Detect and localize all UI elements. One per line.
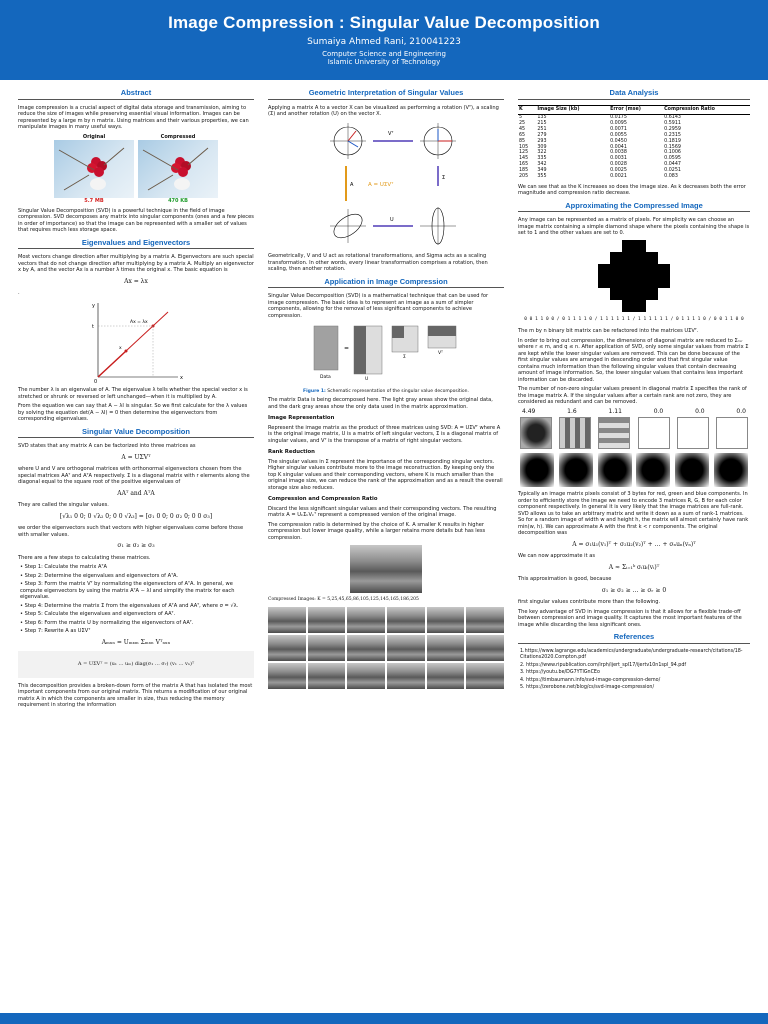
table-cell: 0.0251 — [664, 168, 681, 174]
original-label: Original — [82, 133, 106, 140]
original-figure — [54, 134, 134, 205]
label-data: Data — [320, 375, 331, 380]
table-cell: 293 — [537, 138, 547, 144]
table-cell: 355 — [537, 174, 547, 180]
table-cell: 0.2315 — [664, 132, 681, 138]
table-cell: 145 — [519, 156, 529, 162]
berries-illustration — [138, 140, 218, 198]
geo-text-2: Geometrically, V and U act as rotational transformations, and Sigma acts as a scaling transformation. In other words, every linear transformation comprises a rotation, then scaling, then another rotation. — [268, 253, 488, 272]
diamond-image — [598, 240, 670, 312]
app-text-2: The matrix Data is being decomposed here. The light gray areas show the original data, and the dark gray areas show the only data used in the matrix approximation. — [268, 397, 493, 410]
singular-value: 0.0 — [736, 407, 746, 415]
table-cell: 251 — [537, 126, 547, 132]
rank-heading: Rank Reduction — [268, 449, 315, 455]
eigen-text-2: The number λ is an eigenvalue of A. The eigenvalue λ tells whether the special vector x is stretched or shrunk or reversed or left unchanged—when it is multiplied by A. — [18, 387, 248, 400]
reference-item[interactable]: 5. https://zerobone.net/blog/cs/svd-image-compression/ — [520, 685, 655, 691]
approx-text-2: The m by n binary bit matrix can be refactored into the matrices UΣVᵀ. — [518, 328, 699, 335]
original-size: 5.7 MB — [84, 198, 104, 204]
svd-eq-1: A = UΣVᵀ — [121, 453, 151, 461]
table-cell: 0.0175 — [610, 115, 627, 120]
order-eq: σ₁ ≥ σ₂ ≥ … ≥ σᵣ ≥ 0 — [601, 586, 667, 594]
sigma-label: Σ — [442, 174, 446, 181]
reference-item[interactable]: 1.https://www.lagrange.edu/academics/undergraduate/undergraduate-research/citations/18-Citations2020.Compton.pdf — [520, 648, 743, 661]
table-cell: 342 — [537, 162, 547, 168]
reference-item[interactable]: 2. https://www.ripublication.com/irph/ijert_spl17/ijertv10n1spl_94.pdf — [520, 662, 687, 668]
table-cell: 165 — [519, 162, 529, 168]
table-cell: 349 — [537, 168, 547, 174]
poster-title: Image Compression : Singular Value Decomposition — [168, 13, 600, 32]
reference-item[interactable]: 3. https://youtu.be/DG7YTlGnCEo — [520, 670, 600, 676]
dot: . — [18, 290, 20, 296]
step-item: • Step 4: Determine the matrix Σ from the eigenvalues of AᵀA and AAᵀ, where σ = √λ. — [20, 602, 239, 609]
reference-item[interactable]: 4. https://timbaumann.info/svd-image-compression-demo/ — [520, 677, 661, 683]
table-cell: 205 — [519, 174, 529, 180]
eigen-text-3: From the equation we can say that A − λI is singular. So we first calculate for the λ values by solving the equation det(A − λI) = 0 then determine the eigenvectors from corresponding eigenvalues. — [18, 403, 248, 422]
svd-text-5: There are a few steps to calculating these matrices. — [18, 554, 151, 561]
table-cell: 0.5911 — [664, 120, 681, 126]
x-label: x — [119, 345, 122, 351]
data-table — [518, 105, 750, 180]
a-equation: A = UΣVᵀ — [368, 181, 394, 188]
singular-value: 4.49 — [522, 407, 536, 415]
vt-label: Vᵀ — [388, 130, 394, 137]
author: Sumaiya Ahmed Rani, 210041223 — [307, 37, 461, 47]
poster-footer — [0, 1013, 768, 1024]
table-cell: 0.1569 — [664, 144, 681, 150]
step-item: • Step 5: Calculate the eigenvalues and eigenvectors of AAᵀ. — [20, 611, 176, 617]
origin: 0 — [94, 378, 98, 385]
table-cell: 0.0055 — [610, 132, 627, 138]
table-cell: 0.2959 — [664, 126, 681, 132]
approx-text-9: The key advantage of SVD in image compression is that it allows for a flexible trade-off between compression and image quality. It captures the most important features of the image while discarding the less significant ones. — [518, 608, 742, 628]
table-cell: 215 — [537, 120, 547, 126]
column-right — [518, 90, 750, 693]
k-list: Compressed Images: K = 5,25,45,65,86,105,125,145,165,186,205 — [268, 597, 419, 602]
compressed-grid — [268, 607, 504, 689]
refs-heading: References — [518, 634, 750, 644]
svd-eq-4: Aₘₓₙ = Uₘₓₘ Σₘₓₙ Vᵀₙₓₙ — [101, 638, 171, 646]
berries-image-compressed — [138, 140, 218, 198]
step-item: • Step 3: Form the matrix Vᵀ by normalizing the eigenvectors of AᵀA. In general, we compute eigenvectors by using the matrix AᵀA − λI and simplify the matrix for each eigenvalue. — [20, 581, 235, 600]
table-cell: 135 — [537, 115, 547, 120]
table-row — [518, 174, 750, 180]
a-label: A — [350, 181, 354, 188]
svd-text-3: They are called the singular values. — [18, 502, 109, 508]
step-item: • Step 6: Form the matrix U by normalizing the eigenvectors of AAᵀ. — [20, 619, 194, 626]
abstract-heading: Abstract — [18, 90, 254, 100]
table-header-row: K Image Size (kb) Error (mse) Compression Ratio — [518, 105, 750, 115]
table-cell: 0.0095 — [610, 120, 627, 126]
figure-caption: Figure 1: Schematic representation of the singular value decomposition. — [303, 388, 469, 394]
table-cell: 0.0028 — [610, 162, 627, 168]
singular-value: 0.0 — [695, 407, 705, 415]
sigma-matrix: [√λ₁ 0 0; 0 √λ₂ 0; 0 0 √λ₃] = [σ₁ 0 0; 0 σ₂ 0; 0 0 σ₃] — [59, 512, 213, 520]
eigenvector-diagram — [18, 297, 254, 385]
svd-text-2: where U and V are orthogonal matrices with orthonormal eigenvectors chosen from the special matrices AAᵀ and AᵀA respectively. Σ is a diagonal matrix with r elements along the diagonal equal to the square root of the positive eigenvalues of — [18, 466, 250, 485]
app-text-1: Singular Value Decomposition (SVD) is a mathematical technique that can be used for image compression. The basic idea is to represent an image as a sum of simpler components, allowing for the removal of less significant components to achieve compression. — [268, 293, 489, 319]
table-cell: 0.1819 — [664, 138, 681, 144]
axis-y: y — [92, 302, 95, 309]
label-u: U — [365, 377, 369, 382]
table-cell: 0.0025 — [610, 168, 627, 174]
berries-illustration — [54, 140, 134, 198]
approx-text-3: In order to bring out compression, the dimensions of diagonal matrix are reduced to Σᵣₓᵣ where r ≤ m, and q ≤ n. After application of SVD, only some singular values from matrix Σ are kept while the lower singular values are removed. This can be done because of the first singular values are arranged in descending order and that first singular value contains much information than the following singular values that contain decreasing amount of image information. So, the lower singular values that contains less important information can be discarded. — [518, 337, 749, 383]
approx-text-4: The number of non-zero singular values present in diagonal matrix Σ specifies the rank of the image matrix A. If the singular values after a certain rank are not zero, they are considered as redundant and can be removed. — [518, 386, 747, 406]
eigen-equation: Ax = λx — [124, 277, 148, 285]
label-sigma: Σ — [403, 355, 406, 360]
table-cell: 309 — [537, 144, 547, 150]
geo-heading: Geometric Interpretation of Singular Values — [268, 90, 504, 100]
app-text-6: The compression ratio is determined by the choice of K. A smaller K results in higher compression but lower image quality, while a larger retains more details but has less compression. — [268, 521, 486, 541]
image-rep-heading: Image Representation — [268, 415, 335, 421]
table-cell: 0.0021 — [610, 174, 627, 180]
approx-eq: A ≈ Σᵢ₌₁ᵏ σᵢuᵢ(vᵢ)ᵀ — [608, 563, 660, 571]
table-cell: 185 — [519, 168, 529, 174]
compressed-figure — [138, 134, 218, 205]
singular-value: 1.11 — [608, 407, 622, 415]
approx-text-1: Any image can be represented as a matrix of pixels. For simplicity we can choose an image matrix containing a simple diamond shape where the pixels containing the shape is set to 1 and the other values are set to 0. — [518, 217, 750, 237]
eigen-text-1: Most vectors change direction after multiplying by a matrix A. Eigenvectors are such special vectors that do not change direction after multiplying by a matrix A. Multiply an eigenvector x by A, and the vector Ax is a number λ times the original x. The basic equation is — [18, 254, 254, 273]
table-cell: 0.0595 — [664, 156, 681, 162]
table-cell: 0.0450 — [610, 138, 627, 144]
geo-text-1: Applying a matrix A to a vector X can be visualized as performing a rotation (Vᵀ), a scaling (Σ) and another rotation (U) on the vector X. — [268, 104, 499, 117]
svd-schematic — [268, 322, 504, 384]
references-list — [518, 649, 750, 692]
abstract-text: Image compression is a crucial aspect of digital data storage and transmission, aiming to reduce the size of images while preserving essential visual information. Images can be represented by a large m by n matrix. Using matrices and their various properties, we can manipulate images in many useful ways. — [18, 104, 249, 130]
table-cell: 0.083 — [664, 174, 678, 180]
svd-text-1: SVD states that any matrix A can be factorized into three matrices as — [18, 443, 196, 449]
column-middle — [268, 90, 504, 691]
table-cell: 0.0071 — [610, 126, 627, 132]
table-cell: 0.6143 — [664, 115, 681, 120]
compressed-size: 470 KB — [168, 198, 188, 204]
singular-value: 1.6 — [567, 407, 577, 415]
table-cell: 85 — [519, 138, 526, 144]
svd-expanded-eq: A = UΣVᵀ = (u₁ … uₘ) diag(σ₁ … σᵣ) (v₁ … vₙ)ᵀ — [18, 651, 254, 678]
app-text-4: The singular values in Σ represent the importance of the corresponding singular vectors. Higher singular values contribute more to the image reconstruction. By keeping only the top K singular values and their corresponding vectors, where K is much smaller than the original image size, we can reduce the rank of the approximation and as a result the overall storage size also reduces. — [268, 458, 503, 491]
binary-matrix: 0 0 1 1 0 0 / 0 1 1 1 1 0 / 1 1 1 1 1 1 / 1 1 1 1 1 1 / 0 1 1 1 1 0 / 0 0 1 1 0 0 — [524, 316, 744, 322]
svd-steps — [18, 564, 254, 635]
table-cell: 5 — [519, 115, 523, 120]
decomp-eq: A = σ₁u₁(v₁)ᵀ + σ₂u₂(v₂)ᵀ + … + σₙuₙ(vₙ)ᵀ — [572, 540, 696, 548]
example-figure — [18, 134, 254, 205]
table-cell: 0.0447 — [664, 162, 681, 168]
table-cell: 0.0038 — [610, 150, 627, 156]
step-item: • Step 2: Determine the eigenvalues and eigenvectors of AᵀA. — [20, 572, 179, 579]
table-cell: 0.1006 — [664, 150, 681, 156]
table-cell: 335 — [537, 156, 547, 162]
table-cell: 65 — [519, 132, 526, 138]
svd-eq-2: AAᵀ and AᵀA — [117, 489, 155, 497]
svd-eq-3: σ₁ ≥ σ₂ ≥ σ₃ — [117, 542, 155, 549]
axis-x: x — [180, 374, 183, 381]
affiliation — [0, 50, 768, 66]
singular-values — [518, 409, 750, 416]
u-label: U — [390, 216, 394, 223]
table-cell: 125 — [519, 150, 529, 156]
table-cell: 45 — [519, 126, 526, 132]
approx-text-8: first singular values contribute more than the following. — [518, 599, 661, 606]
svg-text:=: = — [344, 345, 350, 352]
ax-label: Ax = λx — [130, 319, 148, 325]
app-heading: Application in Image Compression — [268, 279, 504, 289]
reconstructions — [518, 453, 750, 487]
label-vt: Vᵀ — [438, 351, 443, 356]
table-cell: 279 — [537, 132, 547, 138]
svd-text-6: This decomposition provides a broken-down form of the matrix A that has isolated the most important components from our original matrix. This returns a modification of our original matrix A in which the components are smaller in size, thus reducing the memory requirement in storing the information — [18, 682, 253, 708]
table-cell: 105 — [519, 144, 529, 150]
app-text-3: Represent the image matrix as the product of three matrices using SVD: A = UΣVᵀ where A is the original image matrix, U is a matrix of left singular vectors, Σ is a diagonal matrix of singular values, and Vᵀ is the transpose of a matrix of right singular vectors. — [268, 424, 501, 444]
svd-heading: Singular Value Decomposition — [18, 429, 254, 439]
column-left — [18, 90, 254, 712]
table-cell: 25 — [519, 120, 526, 126]
step-item: • Step 1: Calculate the matrix AᵀA — [20, 564, 107, 570]
approx-heading: Approximating the Compressed Image — [518, 203, 750, 213]
approx-text-7: This approximation is good, because — [518, 576, 612, 583]
berries-image-original — [54, 140, 134, 198]
data-heading: Data Analysis — [518, 90, 750, 100]
svd-geometry-diagram — [268, 121, 504, 251]
rank1-components — [518, 417, 750, 449]
abstract-text-2: Singular Value Decomposition (SVD) is a powerful technique in the field of image compression. SVD decomposes any matrix into singular components (ones and a few pieces in order of importance) so that the image can be represented with a smaller set of values that requires much less storage space. — [18, 207, 254, 233]
approx-text-6: We can now approximate it as — [518, 553, 595, 560]
app-text-5: Discard the less significant singular values and their corresponding vectors. The resulting matrix A = UₖΣₖVₖᵀ represent a compressed version of the original image. — [268, 505, 497, 518]
compressed-label: Compressed — [160, 133, 196, 140]
svd-text-4: we order the eigenvectors such that vectors with higher eigenvalues come before those with smaller values. — [18, 525, 244, 538]
compression-heading: Compression and Compression Ratio — [268, 496, 378, 502]
table-cell: 322 — [537, 150, 547, 156]
table-cell: 0.0041 — [610, 144, 627, 150]
data-text: We can see that as the K increases so does the image size. As k decreases both the error magnitude and compression ratio decrease. — [518, 183, 746, 197]
university: Islamic University of Technology — [327, 58, 441, 66]
original-photo-wrap — [268, 545, 504, 593]
approx-text-5: Typically an image matrix pixels consist of 3 bytes for red, green and blue components. In order to efficiently store the image we need to encode 3 matrices R, G, B for each color component respectively. In general it is very likely that the image matrices are full-rank. SVD allows us to take an arbitrary matrix and write it down as a sum of rank-1 matrices. So for a random image of width w and height h, the matrix will almost certainly have rank min(w, h). We can approximate A with the first k < r components. The original decomposition was — [518, 491, 749, 537]
axis-t: t — [92, 323, 94, 330]
diamond-figure — [518, 240, 750, 312]
eigen-heading: Eigenvalues and Eigenvectors — [18, 240, 254, 250]
step-item: • Step 7: Rewrite A as UΣVᵀ — [20, 628, 91, 634]
poster-header — [0, 0, 768, 80]
department: Computer Science and Engineering — [322, 50, 446, 58]
mountain-photo — [350, 545, 422, 593]
singular-value: 0.0 — [653, 407, 664, 415]
table-cell: 0.0031 — [610, 156, 627, 162]
